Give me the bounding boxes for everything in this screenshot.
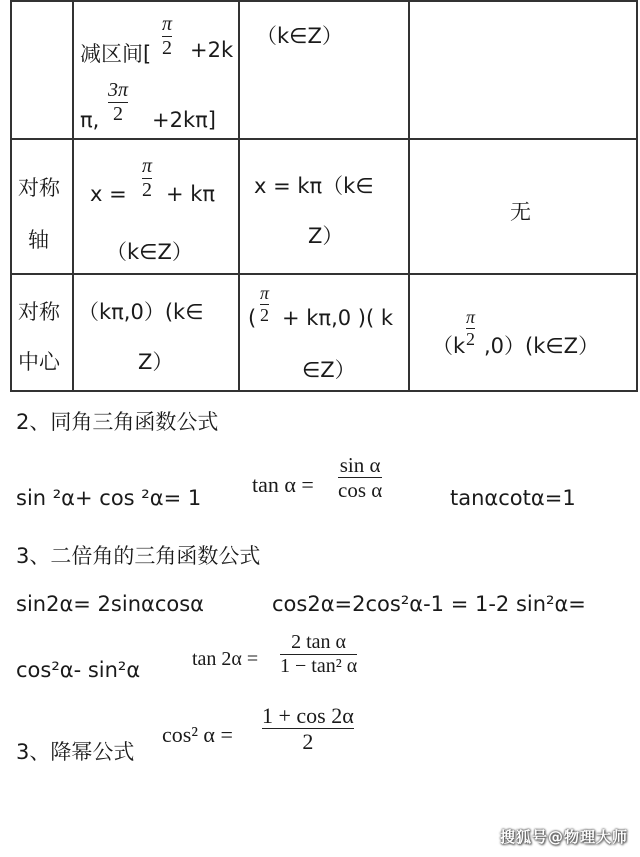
- row2-c3-line1: x = kπ（k∈: [254, 174, 374, 198]
- section3-tan2a-frac: 2 tan α 1 − tan² α: [280, 631, 358, 678]
- row2-c2-line2: （k∈Z）: [106, 240, 193, 264]
- row3-label-line1: 对称: [18, 300, 60, 324]
- row2-c2-head: x =: [90, 182, 127, 206]
- section4-formula-head: cos² α =: [162, 722, 233, 747]
- row3-c3-line2: ∈Z）: [302, 358, 356, 382]
- row2-label-line1: 对称: [18, 176, 60, 200]
- row1-c2-line1: 减区间[: [80, 42, 152, 66]
- row3-label-line2: 中心: [18, 350, 60, 374]
- table-line-h3: [10, 273, 638, 275]
- row3-c4-head: （k: [432, 334, 466, 358]
- row3-c2-line1: （kπ,0）(k∈: [78, 300, 204, 324]
- section3-formula-cos2a-cont: cos²α- sin²α: [16, 658, 141, 682]
- row3-c3-tail: + kπ,0 )( k: [282, 306, 394, 330]
- row1-c2-frac1: π 2: [162, 13, 173, 60]
- row2-c2-frac: π 2: [142, 155, 153, 202]
- table-line-h4: [10, 390, 638, 392]
- section2-title: 2、同角三角函数公式: [16, 410, 219, 434]
- watermark-text: 搜狐号@物理大师: [500, 828, 629, 846]
- row3-c4-tail: ,0）(k∈Z）: [484, 334, 600, 358]
- row1-c2-line1-tail: +2k: [190, 38, 234, 62]
- table-line-v1: [10, 0, 12, 391]
- row2-label-line2: 轴: [28, 228, 49, 252]
- table-line-v3: [238, 0, 240, 391]
- row3-c3-head: (: [248, 306, 257, 330]
- row3-c3-frac: π 2: [260, 283, 270, 326]
- row1-c3: （k∈Z）: [256, 24, 343, 48]
- section3-tan2a-head: tan 2α =: [192, 648, 259, 670]
- section3-formula-sin2a: sin2α= 2sinαcosα: [16, 592, 205, 616]
- table-line-h2: [10, 138, 638, 140]
- section2-formula-identity: sin ²α+ cos ²α= 1: [16, 486, 202, 510]
- row2-c4: 无: [510, 200, 531, 224]
- row1-c2-frac2: 3π 2: [108, 79, 129, 126]
- row3-c4-frac: π 2: [466, 307, 476, 350]
- section4-title: 3、降幂公式: [16, 740, 135, 764]
- section4-formula-frac: 1 + cos 2α 2: [262, 703, 354, 755]
- section3-title: 3、二倍角的三角函数公式: [16, 544, 261, 568]
- row2-c2-tail: + kπ: [166, 182, 216, 206]
- table-line-h1: [10, 0, 638, 2]
- table-line-v5: [636, 0, 638, 391]
- section3-formula-cos2a: cos2α=2cos²α-1 = 1-2 sin²α=: [272, 592, 586, 616]
- section2-tan-frac: sin α cos α: [338, 453, 383, 503]
- table-line-v2: [72, 0, 74, 391]
- row1-c2-line2-head: π,: [80, 108, 100, 132]
- row2-c3-line2: Z）: [308, 224, 344, 248]
- section2-tan-head: tan α =: [252, 472, 314, 497]
- row3-c2-line2: Z）: [138, 350, 174, 374]
- row1-c2-line2-tail: +2kπ]: [152, 108, 216, 132]
- section2-formula-tancot: tanαcotα=1: [450, 486, 576, 510]
- table-line-v4: [408, 0, 410, 391]
